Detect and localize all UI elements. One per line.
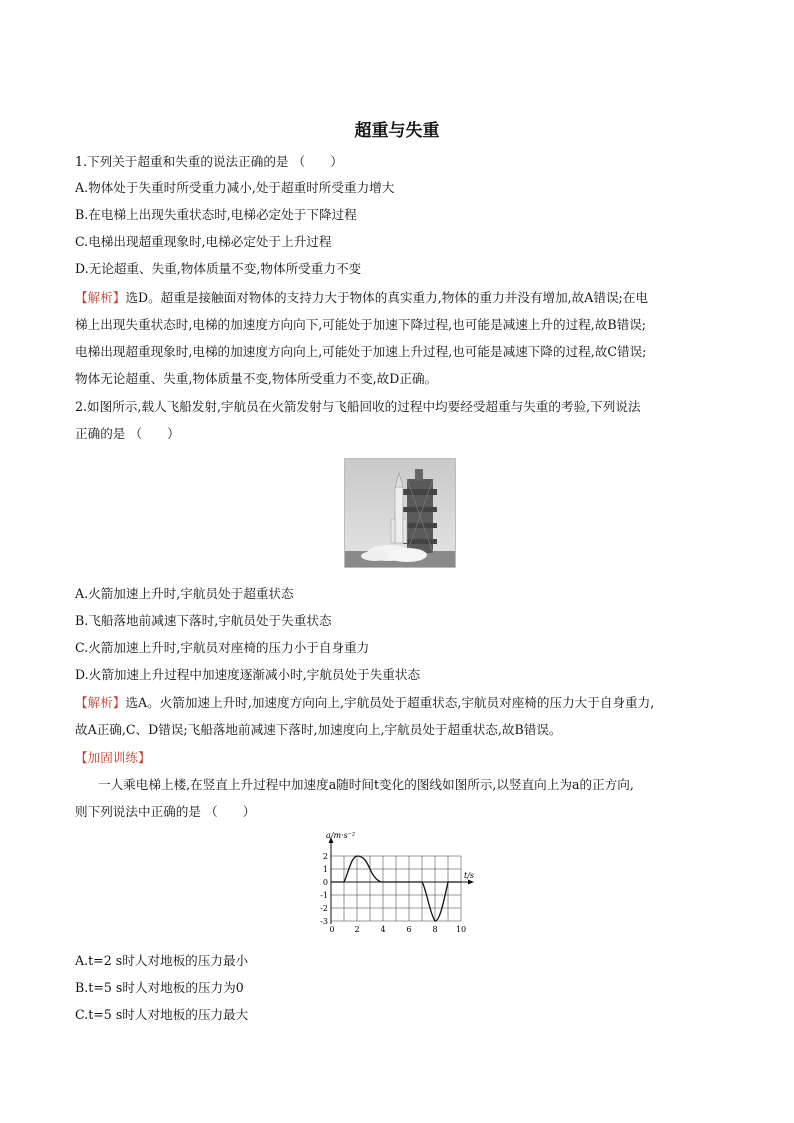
training-stem-line-1: 一人乘电梯上楼,在竖直上升过程中加速度a随时间t变化的图线如图所示,以竖直向上为a的正方向,: [98, 777, 634, 792]
acceleration-time-graph: [318, 826, 478, 938]
training-tag: 【加固训练】: [75, 750, 151, 765]
rocket-launch-illustration: [345, 459, 455, 567]
x-tick-4: 4: [380, 925, 386, 934]
x-axis-label: t/s: [464, 871, 475, 880]
training-option-a: A.t=2 s时人对地板的压力最小: [75, 953, 249, 968]
q1-analysis-line-4: 物体无论超重、失重,物体质量不变,物体所受重力不变,故D正确。: [75, 371, 438, 386]
y-tick-neg2: -2: [320, 904, 328, 913]
y-tick-0: 0: [322, 878, 328, 887]
x-axis-arrow: [468, 880, 474, 885]
x-tick-0: 0: [329, 925, 335, 934]
q2-stem-line-1: 2.如图所示,载人飞船发射,宇航员在火箭发射与飞船回收的过程中均要经受超重与失重的考验,下列说法: [75, 399, 641, 414]
x-tick-labels: [329, 925, 466, 934]
q1-option-d: D.无论超重、失重,物体质量不变,物体所受重力不变: [75, 261, 362, 276]
x-tick-6: 6: [406, 925, 412, 934]
training-stem-line-2: 则下列说法中正确的是 （ ）: [75, 804, 256, 819]
q2-analysis-line-1: [75, 694, 654, 712]
q2-stem-line-2: 正确的是 （ ）: [75, 426, 180, 441]
x-tick-8: 8: [432, 925, 438, 934]
y-tick-neg1: -1: [320, 891, 328, 900]
q2-analysis-text-1: 选A。火箭加速上升时,加速度方向向上,宇航员处于超重状态,宇航员对座椅的压力大于自身重力,: [125, 695, 655, 710]
page-title: 超重与失重: [354, 121, 440, 141]
q2-option-d: D.火箭加速上升过程中加速度逐渐减小时,宇航员处于失重状态: [75, 667, 421, 682]
q2-option-a: A.火箭加速上升时,宇航员处于超重状态: [75, 586, 294, 601]
training-option-c: C.t=5 s时人对地板的压力最大: [75, 1007, 249, 1022]
q1-stem: 1.下列关于超重和失重的说法正确的是 （ ）: [75, 154, 343, 169]
q1-analysis-line-2: 梯上出现失重状态时,电梯的加速度方向向下,可能处于加速下降过程,也可能是减速上升的过程,故B错误;: [75, 317, 647, 332]
q1-option-a: A.物体处于失重时所受重力减小,处于超重时所受重力增大: [75, 180, 395, 195]
y-tick-neg3: -3: [320, 917, 328, 926]
q1-option-c: C.电梯出现超重现象时,电梯必定处于上升过程: [75, 234, 332, 249]
y-axis-label: a/m·s⁻²: [326, 831, 356, 840]
training-option-b: B.t=5 s时人对地板的压力为0: [75, 980, 244, 995]
q2-analysis-line-2: 故A正确,C、D错误;飞船落地前减速下落时,加速度向上,宇航员处于超重状态,故B错误。: [75, 722, 562, 737]
q1-analysis-tag: 【解析】: [75, 290, 126, 305]
y-tick-2: 2: [322, 852, 328, 861]
q1-analysis-line-1: [75, 289, 648, 307]
q1-analysis-text-1: 选D。超重是接触面对物体的支持力大于物体的真实重力,物体的重力并没有增加,故A错误;在电: [125, 290, 648, 305]
q2-option-c: C.火箭加速上升时,宇航员对座椅的压力小于自身重力: [75, 640, 370, 655]
q2-analysis-tag: 【解析】: [75, 695, 126, 710]
q2-option-b: B.飞船落地前减速下落时,宇航员处于失重状态: [75, 613, 332, 628]
q1-analysis-line-3: 电梯出现超重现象时,电梯的加速度方向向上,可能处于加速上升过程,也可能是减速下降的过程,故C错误;: [75, 344, 647, 359]
y-tick-labels: [320, 852, 328, 926]
acceleration-graph-svg: [318, 826, 478, 938]
rocket-launch-photo: [344, 458, 456, 568]
x-tick-2: 2: [354, 925, 360, 934]
y-tick-1: 1: [322, 865, 328, 874]
x-tick-10: 10: [455, 925, 467, 934]
q1-option-b: B.在电梯上出现失重状态时,电梯必定处于下降过程: [75, 207, 357, 222]
